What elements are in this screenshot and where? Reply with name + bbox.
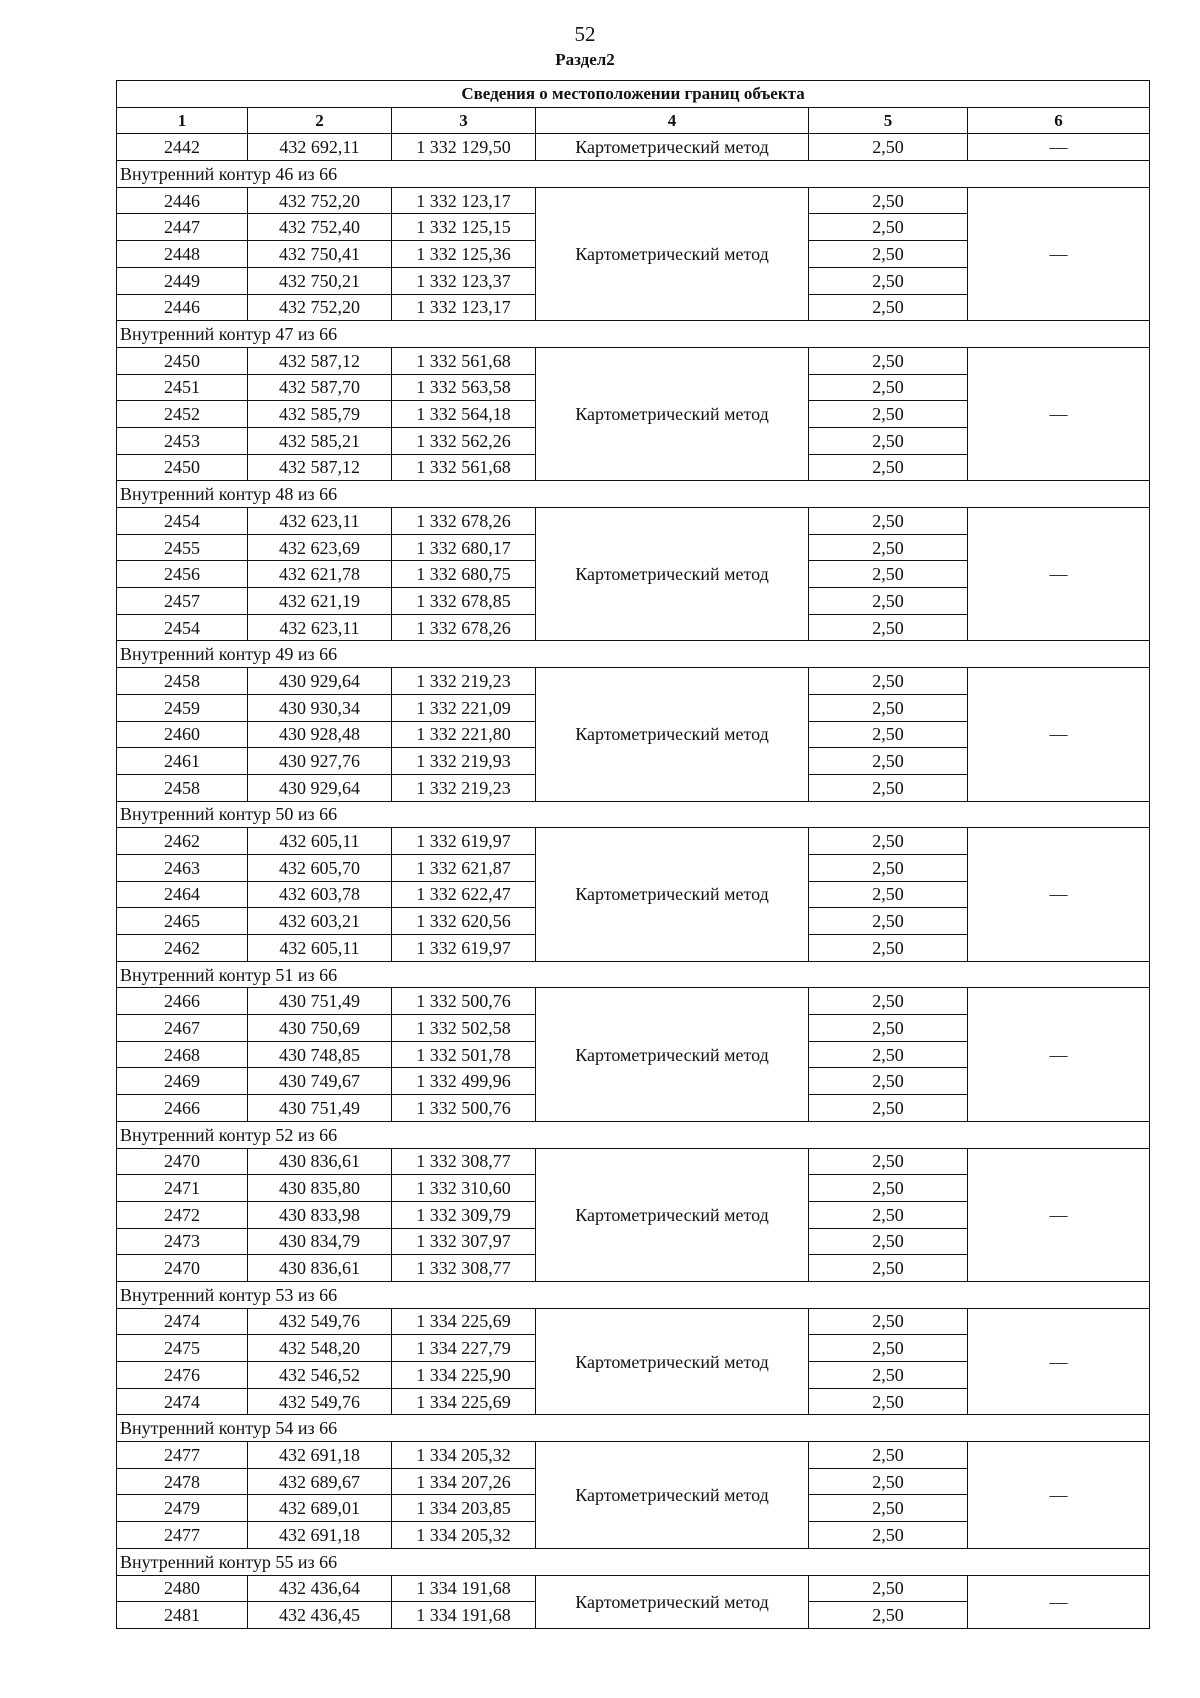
x-coordinate-cell: 432 587,70 [248, 374, 392, 401]
y-coordinate-cell: 1 334 225,90 [392, 1362, 536, 1389]
x-coordinate-cell: 432 689,67 [248, 1468, 392, 1495]
x-coordinate-cell: 432 549,76 [248, 1388, 392, 1415]
accuracy-cell: 2,50 [809, 1015, 968, 1042]
y-coordinate-cell: 1 334 227,79 [392, 1335, 536, 1362]
contour-header-row [117, 641, 1150, 668]
accuracy-cell: 2,50 [809, 935, 968, 962]
caption-row [117, 81, 1150, 108]
y-coordinate-cell: 1 332 219,23 [392, 774, 536, 801]
method-cell: Картометрический метод [536, 988, 809, 1121]
accuracy-cell: 2,50 [809, 614, 968, 641]
accuracy-cell: 2,50 [809, 454, 968, 481]
y-coordinate-cell: 1 332 499,96 [392, 1068, 536, 1095]
x-coordinate-cell: 432 689,01 [248, 1495, 392, 1522]
point-number-cell: 2474 [117, 1308, 248, 1335]
contour-header-row [117, 1281, 1150, 1308]
point-number-cell: 2456 [117, 561, 248, 588]
x-coordinate-cell: 432 585,79 [248, 401, 392, 428]
y-coordinate-cell: 1 332 500,76 [392, 1095, 536, 1122]
table-row [117, 508, 1150, 535]
y-coordinate-cell: 1 332 561,68 [392, 347, 536, 374]
contour-header-row [117, 1548, 1150, 1575]
y-coordinate-cell: 1 332 125,36 [392, 241, 536, 268]
x-coordinate-cell: 432 436,64 [248, 1575, 392, 1602]
accuracy-cell: 2,50 [809, 721, 968, 748]
note-cell: — [968, 988, 1150, 1121]
boundary-coordinates-table [116, 80, 1150, 1629]
point-number-cell: 2449 [117, 267, 248, 294]
point-number-cell: 2474 [117, 1388, 248, 1415]
y-coordinate-cell: 1 332 123,17 [392, 187, 536, 214]
accuracy-cell: 2,50 [809, 1308, 968, 1335]
y-coordinate-cell: 1 332 678,26 [392, 614, 536, 641]
point-number-cell: 2469 [117, 1068, 248, 1095]
table-row [117, 134, 1150, 161]
point-number-cell: 2454 [117, 614, 248, 641]
note-cell: — [968, 134, 1150, 161]
x-coordinate-cell: 432 605,70 [248, 854, 392, 881]
accuracy-cell: 2,50 [809, 1201, 968, 1228]
table-row [117, 668, 1150, 695]
method-cell: Картометрический метод [536, 134, 809, 161]
y-coordinate-cell: 1 334 203,85 [392, 1495, 536, 1522]
y-coordinate-cell: 1 334 191,68 [392, 1602, 536, 1629]
x-coordinate-cell: 432 587,12 [248, 454, 392, 481]
table-row [117, 1575, 1150, 1602]
accuracy-cell: 2,50 [809, 1255, 968, 1282]
note-cell: — [968, 187, 1150, 320]
point-number-cell: 2446 [117, 187, 248, 214]
x-coordinate-cell: 432 585,21 [248, 427, 392, 454]
accuracy-cell: 2,50 [809, 294, 968, 321]
x-coordinate-cell: 432 605,11 [248, 828, 392, 855]
x-coordinate-cell: 432 692,11 [248, 134, 392, 161]
accuracy-cell: 2,50 [809, 881, 968, 908]
x-coordinate-cell: 430 836,61 [248, 1255, 392, 1282]
point-number-cell: 2462 [117, 935, 248, 962]
contour-label: Внутренний контур 52 из 66 [117, 1121, 1150, 1148]
x-coordinate-cell: 432 546,52 [248, 1362, 392, 1389]
contour-header-row [117, 1121, 1150, 1148]
accuracy-cell: 2,50 [809, 508, 968, 535]
x-coordinate-cell: 432 752,40 [248, 214, 392, 241]
method-cell: Картометрический метод [536, 1575, 809, 1628]
y-coordinate-cell: 1 332 307,97 [392, 1228, 536, 1255]
accuracy-cell: 2,50 [809, 534, 968, 561]
point-number-cell: 2467 [117, 1015, 248, 1042]
y-coordinate-cell: 1 332 563,58 [392, 374, 536, 401]
accuracy-cell: 2,50 [809, 187, 968, 214]
accuracy-cell: 2,50 [809, 347, 968, 374]
x-coordinate-cell: 432 691,18 [248, 1522, 392, 1549]
accuracy-cell: 2,50 [809, 1095, 968, 1122]
column-number: 2 [248, 107, 392, 134]
table-caption: Сведения о местоположении границ объекта [117, 81, 1150, 108]
x-coordinate-cell: 430 927,76 [248, 748, 392, 775]
point-number-cell: 2465 [117, 908, 248, 935]
y-coordinate-cell: 1 332 561,68 [392, 454, 536, 481]
accuracy-cell: 2,50 [809, 908, 968, 935]
note-cell: — [968, 1308, 1150, 1415]
accuracy-cell: 2,50 [809, 1068, 968, 1095]
point-number-cell: 2470 [117, 1255, 248, 1282]
accuracy-cell: 2,50 [809, 214, 968, 241]
table-row [117, 1148, 1150, 1175]
note-cell: — [968, 1442, 1150, 1549]
y-coordinate-cell: 1 334 207,26 [392, 1468, 536, 1495]
method-cell: Картометрический метод [536, 347, 809, 480]
y-coordinate-cell: 1 334 225,69 [392, 1308, 536, 1335]
point-number-cell: 2447 [117, 214, 248, 241]
point-number-cell: 2458 [117, 668, 248, 695]
note-cell: — [968, 828, 1150, 961]
y-coordinate-cell: 1 332 622,47 [392, 881, 536, 908]
x-coordinate-cell: 430 929,64 [248, 668, 392, 695]
y-coordinate-cell: 1 334 225,69 [392, 1388, 536, 1415]
point-number-cell: 2478 [117, 1468, 248, 1495]
x-coordinate-cell: 432 752,20 [248, 187, 392, 214]
method-cell: Картометрический метод [536, 1442, 809, 1549]
x-coordinate-cell: 430 834,79 [248, 1228, 392, 1255]
y-coordinate-cell: 1 332 129,50 [392, 134, 536, 161]
y-coordinate-cell: 1 332 309,79 [392, 1201, 536, 1228]
point-number-cell: 2471 [117, 1175, 248, 1202]
point-number-cell: 2463 [117, 854, 248, 881]
contour-header-row [117, 961, 1150, 988]
accuracy-cell: 2,50 [809, 374, 968, 401]
contour-label: Внутренний контур 53 из 66 [117, 1281, 1150, 1308]
table-row [117, 988, 1150, 1015]
point-number-cell: 2442 [117, 134, 248, 161]
table-row [117, 1308, 1150, 1335]
table-row [117, 187, 1150, 214]
point-number-cell: 2470 [117, 1148, 248, 1175]
x-coordinate-cell: 432 621,19 [248, 588, 392, 615]
point-number-cell: 2464 [117, 881, 248, 908]
x-coordinate-cell: 432 549,76 [248, 1308, 392, 1335]
point-number-cell: 2452 [117, 401, 248, 428]
x-coordinate-cell: 430 835,80 [248, 1175, 392, 1202]
x-coordinate-cell: 430 928,48 [248, 721, 392, 748]
table-row [117, 1442, 1150, 1469]
section-title: Раздел2 [555, 50, 615, 69]
point-number-cell: 2459 [117, 694, 248, 721]
x-coordinate-cell: 430 833,98 [248, 1201, 392, 1228]
note-cell: — [968, 508, 1150, 641]
y-coordinate-cell: 1 332 619,97 [392, 828, 536, 855]
note-cell: — [968, 1575, 1150, 1628]
y-coordinate-cell: 1 332 219,23 [392, 668, 536, 695]
y-coordinate-cell: 1 332 678,85 [392, 588, 536, 615]
contour-header-row [117, 161, 1150, 188]
x-coordinate-cell: 432 621,78 [248, 561, 392, 588]
accuracy-cell: 2,50 [809, 134, 968, 161]
point-number-cell: 2466 [117, 1095, 248, 1122]
y-coordinate-cell: 1 332 123,17 [392, 294, 536, 321]
note-cell: — [968, 1148, 1150, 1281]
table-row [117, 347, 1150, 374]
point-number-cell: 2472 [117, 1201, 248, 1228]
column-number-row [117, 107, 1150, 134]
y-coordinate-cell: 1 332 221,80 [392, 721, 536, 748]
y-coordinate-cell: 1 334 205,32 [392, 1442, 536, 1469]
x-coordinate-cell: 430 836,61 [248, 1148, 392, 1175]
accuracy-cell: 2,50 [809, 1175, 968, 1202]
x-coordinate-cell: 432 587,12 [248, 347, 392, 374]
x-coordinate-cell: 432 436,45 [248, 1602, 392, 1629]
y-coordinate-cell: 1 332 310,60 [392, 1175, 536, 1202]
point-number-cell: 2477 [117, 1442, 248, 1469]
contour-header-row [117, 481, 1150, 508]
x-coordinate-cell: 432 750,41 [248, 241, 392, 268]
x-coordinate-cell: 430 751,49 [248, 988, 392, 1015]
y-coordinate-cell: 1 332 678,26 [392, 508, 536, 535]
table-row [117, 828, 1150, 855]
contour-header-row [117, 321, 1150, 348]
point-number-cell: 2446 [117, 294, 248, 321]
x-coordinate-cell: 430 748,85 [248, 1041, 392, 1068]
accuracy-cell: 2,50 [809, 1228, 968, 1255]
accuracy-cell: 2,50 [809, 1442, 968, 1469]
x-coordinate-cell: 430 749,67 [248, 1068, 392, 1095]
x-coordinate-cell: 432 603,21 [248, 908, 392, 935]
x-coordinate-cell: 430 930,34 [248, 694, 392, 721]
y-coordinate-cell: 1 332 620,56 [392, 908, 536, 935]
note-cell: — [968, 668, 1150, 801]
accuracy-cell: 2,50 [809, 1495, 968, 1522]
accuracy-cell: 2,50 [809, 1362, 968, 1389]
x-coordinate-cell: 430 750,69 [248, 1015, 392, 1042]
accuracy-cell: 2,50 [809, 694, 968, 721]
x-coordinate-cell: 432 623,11 [248, 614, 392, 641]
y-coordinate-cell: 1 334 205,32 [392, 1522, 536, 1549]
contour-label: Внутренний контур 49 из 66 [117, 641, 1150, 668]
y-coordinate-cell: 1 332 564,18 [392, 401, 536, 428]
method-cell: Картометрический метод [536, 187, 809, 320]
x-coordinate-cell: 432 603,78 [248, 881, 392, 908]
point-number-cell: 2450 [117, 347, 248, 374]
point-number-cell: 2480 [117, 1575, 248, 1602]
contour-label: Внутренний контур 55 из 66 [117, 1548, 1150, 1575]
y-coordinate-cell: 1 332 221,09 [392, 694, 536, 721]
accuracy-cell: 2,50 [809, 588, 968, 615]
contour-label: Внутренний контур 50 из 66 [117, 801, 1150, 828]
accuracy-cell: 2,50 [809, 267, 968, 294]
accuracy-cell: 2,50 [809, 561, 968, 588]
accuracy-cell: 2,50 [809, 828, 968, 855]
y-coordinate-cell: 1 332 680,75 [392, 561, 536, 588]
note-cell: — [968, 347, 1150, 480]
accuracy-cell: 2,50 [809, 1335, 968, 1362]
accuracy-cell: 2,50 [809, 401, 968, 428]
x-coordinate-cell: 432 691,18 [248, 1442, 392, 1469]
x-coordinate-cell: 432 605,11 [248, 935, 392, 962]
y-coordinate-cell: 1 332 123,37 [392, 267, 536, 294]
accuracy-cell: 2,50 [809, 241, 968, 268]
y-coordinate-cell: 1 332 619,97 [392, 935, 536, 962]
y-coordinate-cell: 1 332 562,26 [392, 427, 536, 454]
y-coordinate-cell: 1 332 502,58 [392, 1015, 536, 1042]
point-number-cell: 2476 [117, 1362, 248, 1389]
y-coordinate-cell: 1 332 308,77 [392, 1255, 536, 1282]
accuracy-cell: 2,50 [809, 1041, 968, 1068]
method-cell: Картометрический метод [536, 1148, 809, 1281]
column-number: 6 [968, 107, 1150, 134]
accuracy-cell: 2,50 [809, 1602, 968, 1629]
point-number-cell: 2453 [117, 427, 248, 454]
point-number-cell: 2455 [117, 534, 248, 561]
point-number-cell: 2450 [117, 454, 248, 481]
accuracy-cell: 2,50 [809, 774, 968, 801]
point-number-cell: 2473 [117, 1228, 248, 1255]
point-number-cell: 2477 [117, 1522, 248, 1549]
y-coordinate-cell: 1 332 308,77 [392, 1148, 536, 1175]
contour-label: Внутренний контур 48 из 66 [117, 481, 1150, 508]
x-coordinate-cell: 432 623,11 [248, 508, 392, 535]
point-number-cell: 2466 [117, 988, 248, 1015]
x-coordinate-cell: 430 929,64 [248, 774, 392, 801]
contour-label: Внутренний контур 47 из 66 [117, 321, 1150, 348]
point-number-cell: 2479 [117, 1495, 248, 1522]
column-number: 4 [536, 107, 809, 134]
y-coordinate-cell: 1 332 621,87 [392, 854, 536, 881]
point-number-cell: 2461 [117, 748, 248, 775]
method-cell: Картометрический метод [536, 668, 809, 801]
y-coordinate-cell: 1 334 191,68 [392, 1575, 536, 1602]
accuracy-cell: 2,50 [809, 1522, 968, 1549]
x-coordinate-cell: 432 623,69 [248, 534, 392, 561]
point-number-cell: 2457 [117, 588, 248, 615]
accuracy-cell: 2,50 [809, 668, 968, 695]
point-number-cell: 2458 [117, 774, 248, 801]
y-coordinate-cell: 1 332 680,17 [392, 534, 536, 561]
contour-label: Внутренний контур 54 из 66 [117, 1415, 1150, 1442]
accuracy-cell: 2,50 [809, 854, 968, 881]
y-coordinate-cell: 1 332 125,15 [392, 214, 536, 241]
point-number-cell: 2448 [117, 241, 248, 268]
table-body [117, 81, 1150, 1629]
point-number-cell: 2451 [117, 374, 248, 401]
method-cell: Картометрический метод [536, 508, 809, 641]
contour-header-row [117, 801, 1150, 828]
accuracy-cell: 2,50 [809, 1575, 968, 1602]
contour-header-row [117, 1415, 1150, 1442]
contour-label: Внутренний контур 51 из 66 [117, 961, 1150, 988]
accuracy-cell: 2,50 [809, 427, 968, 454]
point-number-cell: 2468 [117, 1041, 248, 1068]
point-number-cell: 2475 [117, 1335, 248, 1362]
point-number-cell: 2460 [117, 721, 248, 748]
accuracy-cell: 2,50 [809, 748, 968, 775]
accuracy-cell: 2,50 [809, 1388, 968, 1415]
point-number-cell: 2481 [117, 1602, 248, 1629]
y-coordinate-cell: 1 332 500,76 [392, 988, 536, 1015]
accuracy-cell: 2,50 [809, 1148, 968, 1175]
x-coordinate-cell: 432 548,20 [248, 1335, 392, 1362]
point-number-cell: 2462 [117, 828, 248, 855]
column-number: 5 [809, 107, 968, 134]
page-number: 52 [574, 22, 596, 46]
point-number-cell: 2454 [117, 508, 248, 535]
contour-label: Внутренний контур 46 из 66 [117, 161, 1150, 188]
method-cell: Картометрический метод [536, 828, 809, 961]
column-number: 3 [392, 107, 536, 134]
x-coordinate-cell: 432 752,20 [248, 294, 392, 321]
accuracy-cell: 2,50 [809, 988, 968, 1015]
column-number: 1 [117, 107, 248, 134]
y-coordinate-cell: 1 332 501,78 [392, 1041, 536, 1068]
x-coordinate-cell: 430 751,49 [248, 1095, 392, 1122]
y-coordinate-cell: 1 332 219,93 [392, 748, 536, 775]
accuracy-cell: 2,50 [809, 1468, 968, 1495]
x-coordinate-cell: 432 750,21 [248, 267, 392, 294]
method-cell: Картометрический метод [536, 1308, 809, 1415]
